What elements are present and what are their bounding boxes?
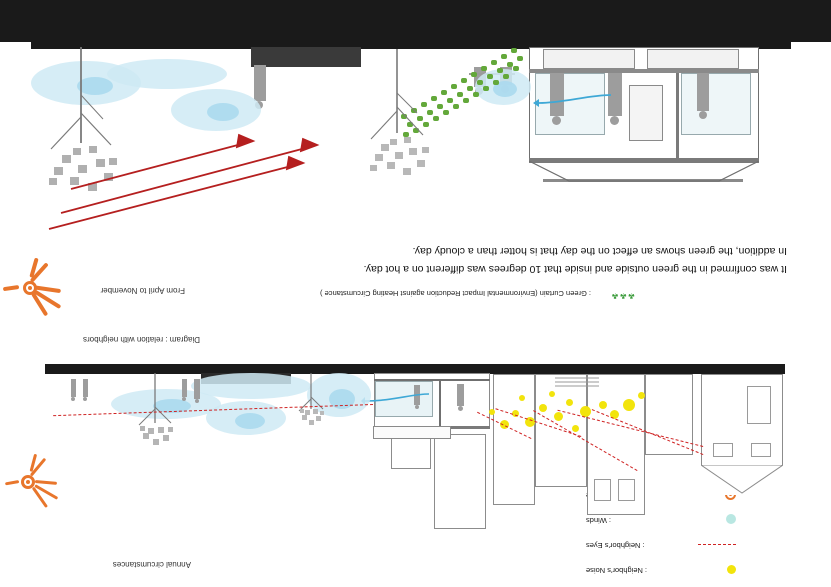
person-silhouette [457, 384, 464, 406]
wind-arrow-icon [533, 91, 613, 107]
person-silhouette [610, 116, 619, 125]
legend-item-noise [556, 563, 736, 575]
noise-dot [566, 399, 573, 406]
noise-dot [519, 395, 525, 401]
neighbor-building-5 [493, 374, 535, 505]
roof-outline-icon [701, 465, 783, 495]
person-silhouette [458, 406, 463, 411]
neighbor-building-1-roof [701, 465, 783, 495]
neighbor-window [751, 443, 771, 457]
sun-ray [5, 480, 19, 485]
sun-ray [3, 286, 19, 292]
heat-arrows-icon [31, 127, 531, 237]
noise-dot [638, 392, 645, 399]
legend-label-eyes: : Neighbor's Eyes [586, 541, 645, 550]
green-curtain-note: : Green Curtain (Environmental Impact Reduction against Heating Circumstance ) [320, 289, 591, 298]
bottom-ground-band [0, 0, 831, 42]
legend-label-winds: : Winds [586, 516, 612, 525]
sun-ray [35, 480, 57, 485]
green-curtain-mark: ☘☘☘ [610, 291, 635, 300]
top-section-floor [374, 379, 490, 381]
person-silhouette [71, 397, 75, 401]
noise-dot [623, 399, 635, 411]
top-panel-caption: Diagram : relation with neighbors [83, 335, 200, 344]
season-note: From April to November [100, 286, 185, 295]
red-dashed-line-icon [698, 544, 736, 545]
bottom-section-lower-cabinet [647, 49, 739, 69]
person-silhouette [182, 379, 187, 397]
person-silhouette [83, 397, 87, 401]
legend-label-noise: : Neighbor's Noise [586, 566, 648, 575]
bottom-section-wind-streak [533, 91, 613, 107]
top-section-wind-streak [361, 389, 431, 405]
bench-icon [555, 375, 599, 389]
top-sun-group [5, 447, 71, 517]
noise-dot [539, 404, 547, 412]
neighbor-window [747, 386, 771, 424]
person-silhouette [195, 399, 199, 403]
noise-dot [554, 412, 563, 421]
person-silhouette [697, 73, 709, 111]
person-silhouette [182, 397, 186, 401]
tree-icon [291, 373, 331, 427]
neighbor-window [594, 479, 611, 501]
noise-dot [549, 391, 555, 397]
bottom-road-platform [251, 47, 361, 67]
wind-arrow-icon [361, 389, 431, 405]
bottom-section-lower-cabinet [543, 49, 635, 69]
legend-item-eyes [556, 538, 736, 550]
paragraph-line-2: In addition, the green shows an effect on the day that is hotter than a cloudy day. [412, 245, 787, 257]
top-panel-heading: Annual circumstances [112, 560, 191, 569]
top-section-upper-box [373, 426, 451, 439]
yellow-dot-icon [727, 565, 736, 574]
street-furniture [555, 375, 599, 389]
person-silhouette [552, 116, 561, 125]
legend-item-winds [556, 513, 736, 525]
bottom-sun-group [1, 237, 71, 317]
heat-arrow-group [31, 127, 531, 237]
noise-dot [572, 425, 579, 432]
street-tree [291, 373, 331, 427]
light-blue-dot-icon [726, 514, 736, 524]
top-section-interior-wall [439, 379, 441, 427]
noise-dot [489, 409, 495, 415]
paragraph-line-1: It was confirmed in the green outside and inside that 10 degrees was different on a hot day. [363, 263, 787, 275]
person-silhouette [415, 405, 419, 409]
bottom-section-interior-wall [676, 73, 679, 159]
wind-blob [235, 413, 265, 429]
person-silhouette [83, 379, 88, 397]
roof-outline-icon [529, 161, 759, 187]
neighbor-building-6 [434, 434, 486, 529]
bottom-section-glass-wall-left [681, 73, 751, 135]
noise-dot [599, 401, 607, 409]
neighbor-window [713, 443, 733, 457]
person-silhouette [71, 379, 76, 397]
bottom-section-roof-triangle [529, 161, 759, 187]
neighbor-window [618, 479, 635, 501]
wind-blob [207, 103, 239, 121]
bottom-section-core-box [629, 85, 663, 141]
person-silhouette [194, 379, 200, 399]
person-silhouette [254, 65, 266, 101]
person-silhouette [699, 111, 707, 119]
